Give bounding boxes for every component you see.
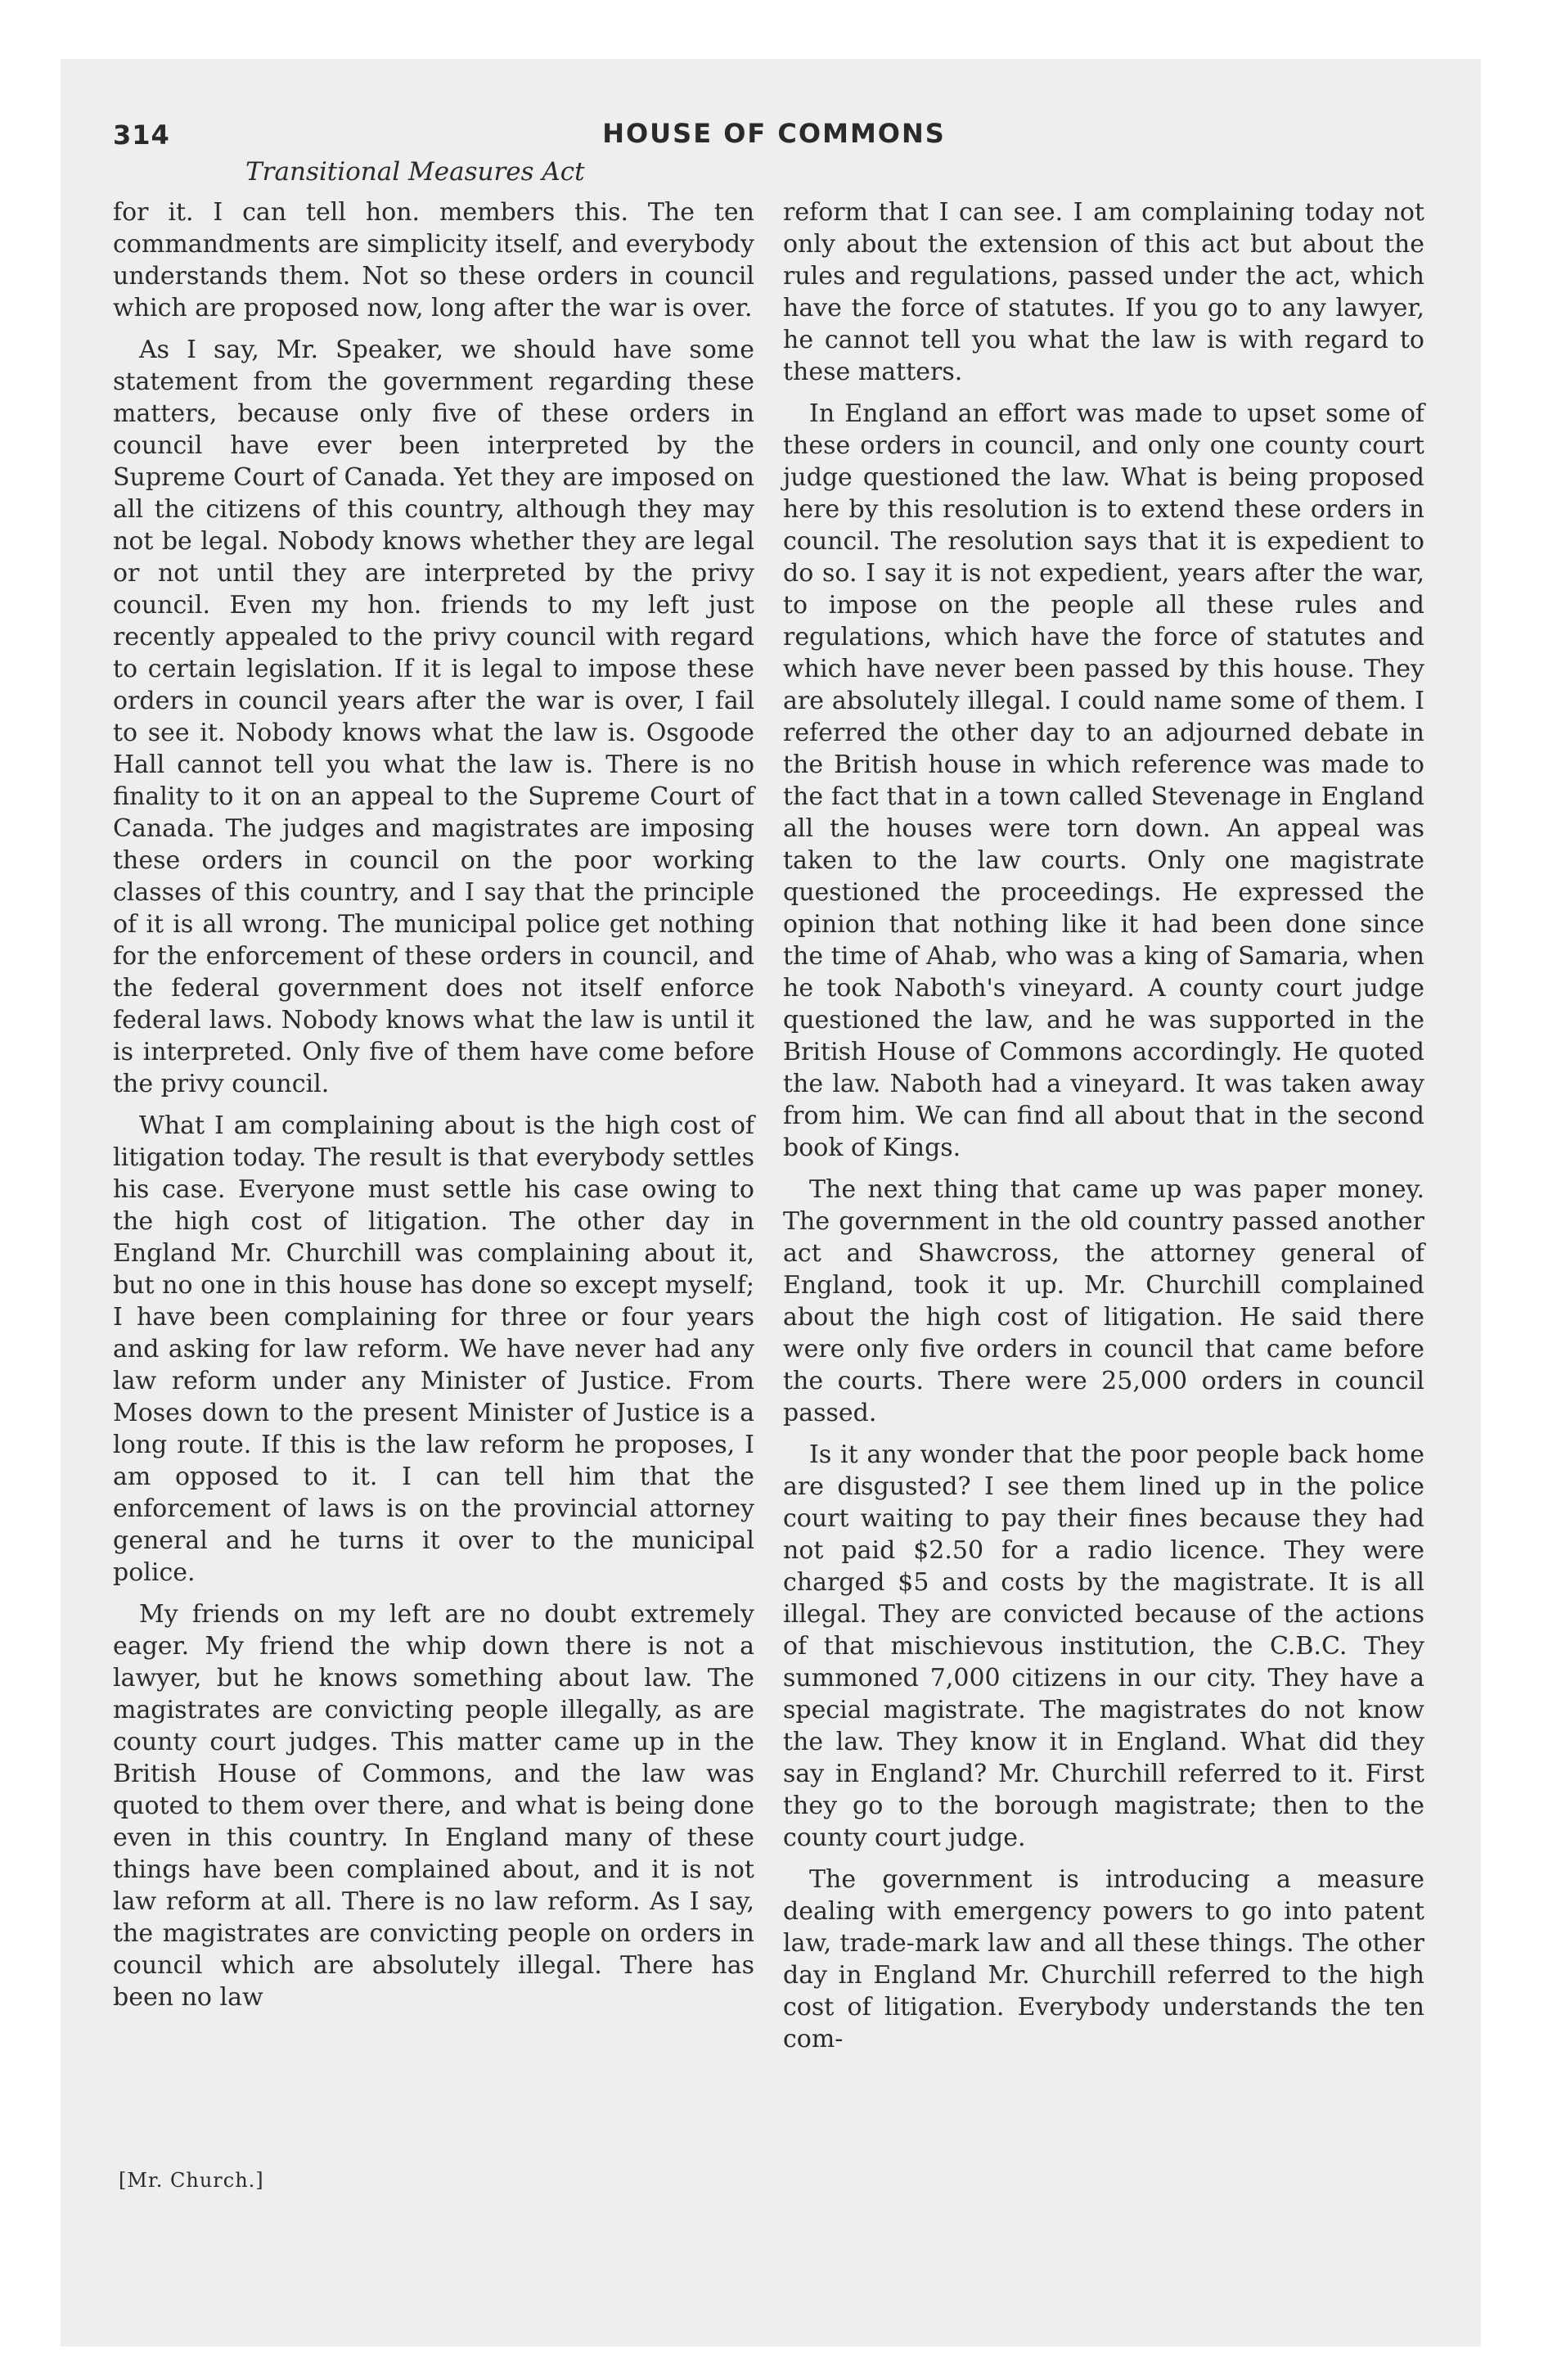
paragraph: reform that I can see. I am complaining today not only about the extension of this act but about the rules and regulations, passed under the act, which have the force of statutes. If you go to any lawyer, he cannot tell you what the law is with regard to these matters.: [783, 198, 1424, 386]
paragraph: My friends on my left are no doubt extremely eager. My friend the whip down there is not a lawyer, but he knows something about law. The magistrates are convicting people illegally, as are county court judges. This matter came up in the British House of Commons, and the law was quoted to them over there, and what is being done even in this country. In England many of these things have been complained about, and it is not law reform at all. There is no law reform. As I say, the magistrates are convicting people on orders in council which are absolutely illegal. There has been no law: [113, 1600, 754, 2012]
speaker-reference: [Mr. Church.]: [119, 2169, 264, 2192]
paragraph: In England an effort was made to upset some of these orders in council, and only one county court judge questioned the law. What is being proposed here by this resolution is to extend these orders in council. The resolution says that it is expedient to do so. I say it is not expedient, years after the war, to impose on the people all these rules and regulations, which have the force of statutes and which have never been passed by this house. They are absolutely illegal. I could name some of them. I referred the other day to an adjourned debate in the British house in which reference was made to the fact that in a town called Stevenage in England all the houses were torn down. An appeal was taken to the law courts. Only one magistrate questioned the proceedings. He expressed the opinion that nothing like it had been done since the time of Ahab, who was a king of Samaria, when he took Naboth's vineyard. A county court judge questioned the law, and he was supported in the British House of Commons accordingly. He quoted the law. Naboth had a vineyard. It was taken away from him. We can find all about that in the second book of Kings.: [783, 399, 1424, 1162]
paragraph: What I am complaining about is the high cost of litigation today. The result is that everybody settles his case. Everyone must settle his case owing to the high cost of litigation. The other day in England Mr. Churchill was complaining about it, but no one in this house has done so except myself; I have been complaining for three or four years and asking for law reform. We have never had any law reform under any Minister of Justice. From Moses down to the present Minister of Justice is a long route. If this is the law reform he proposes, I am opposed to it. I can tell him that the enforcement of laws is on the provincial attorney general and he turns it over to the municipal police.: [113, 1111, 754, 1587]
running-head: HOUSE OF COMMONS: [602, 118, 946, 149]
paragraph: for it. I can tell hon. members this. The ten commandments are simplicity itself, and everybody understands them. Not so these orders in council which are proposed now, long after the war is over.: [113, 198, 754, 322]
paragraph: The next thing that came up was paper money. The government in the old country passed another act and Shawcross, the attorney general of England, took it up. Mr. Churchill complained about the high cost of litigation. He said there were only five orders in council that came before the courts. There were 25,000 orders in council passed.: [783, 1175, 1424, 1427]
page-number: 314: [113, 119, 170, 151]
paragraph: The government is introducing a measure dealing with emergency powers to go into patent law, trade-mark law and all these things. The other day in England Mr. Churchill referred to the high cost of litigation. Everybody understands the ten com-: [783, 1865, 1424, 2053]
left-column: [113, 196, 754, 2023]
section-title: Transitional Measures Act: [245, 157, 585, 187]
paragraph: As I say, Mr. Speaker, we should have some statement from the government regarding these matters, because only five of these orders in council have ever been interpreted by the Supreme Court of Canada. Yet they are imposed on all the citizens of this country, although they may not be legal. Nobody knows whether they are legal or not until they are interpreted by the privy council. Even my hon. friends to my left just recently appealed to the privy council with regard to certain legislation. If it is legal to impose these orders in council years after the war is over, I fail to see it. Nobody knows what the law is. Osgoode Hall cannot tell you what the law is. There is no finality to it on an appeal to the Supreme Court of Canada. The judges and magistrates are imposing these orders in council on the poor working classes of this country, and I say that the principle of it is all wrong. The municipal police get nothing for the enforcement of these orders in council, and the federal government does not itself enforce federal laws. Nobody knows what the law is until it is interpreted. Only five of them have come before the privy council.: [113, 336, 754, 1098]
right-column: [783, 196, 1424, 2065]
paragraph: Is it any wonder that the poor people back home are disgusted? I see them lined up in the police court waiting to pay their fines because they had not paid $2.50 for a radio licence. They were charged $5 and costs by the magistrate. It is all illegal. They are convicted because of the actions of that mischievous institution, the C.B.C. They summoned 7,000 citizens in our city. They have a special magistrate. The magistrates do not know the law. They know it in England. What did they say in England? Mr. Churchill referred to it. First they go to the borough magistrate; then to the county court judge.: [783, 1440, 1424, 1852]
